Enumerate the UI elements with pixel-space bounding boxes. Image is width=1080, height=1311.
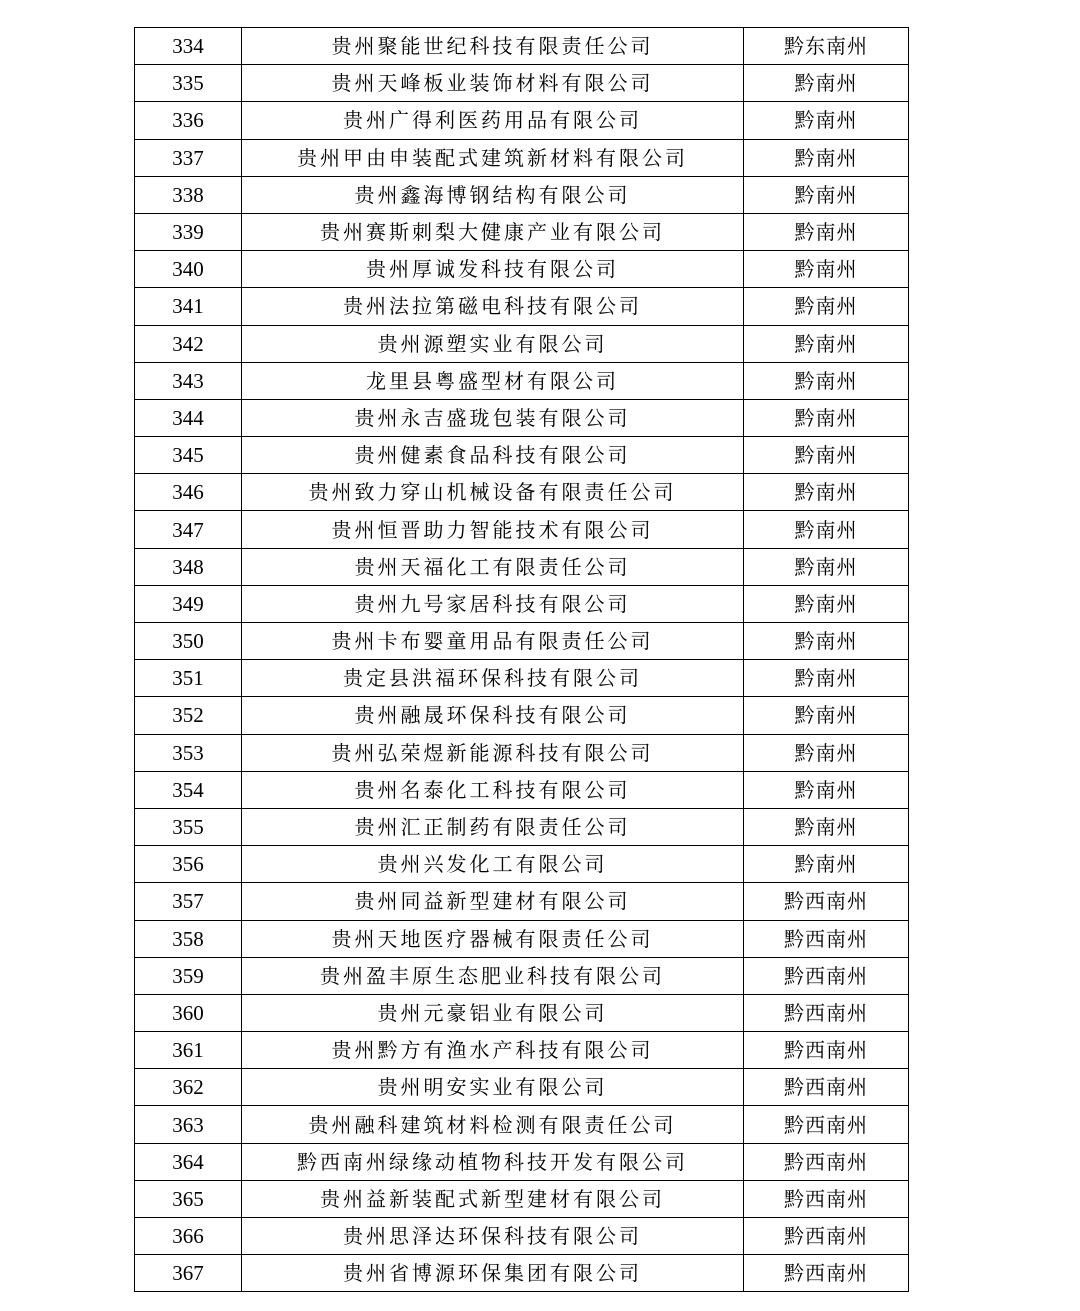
company-name-cell: 贵州鑫海博钢结构有限公司 [242, 176, 744, 213]
company-name-cell: 贵州名泰化工科技有限公司 [242, 771, 744, 808]
company-name-cell: 贵州天峰板业装饰材料有限公司 [242, 65, 744, 102]
row-number-cell: 347 [135, 511, 242, 548]
region-cell: 黔南州 [744, 511, 909, 548]
company-name-cell: 贵州卡布婴童用品有限责任公司 [242, 623, 744, 660]
company-name-cell: 贵州融晟环保科技有限公司 [242, 697, 744, 734]
region-cell: 黔南州 [744, 585, 909, 622]
company-name-cell: 贵州健素食品科技有限公司 [242, 437, 744, 474]
table-row [135, 883, 909, 920]
company-name-cell: 贵州永吉盛珑包装有限公司 [242, 399, 744, 436]
row-number-cell: 350 [135, 623, 242, 660]
row-number-cell: 355 [135, 808, 242, 845]
table-row [135, 548, 909, 585]
table-row [135, 994, 909, 1031]
table-row [135, 28, 909, 65]
region-cell: 黔西南州 [744, 920, 909, 957]
company-name-cell: 贵州融科建筑材料检测有限责任公司 [242, 1106, 744, 1143]
row-number-cell: 348 [135, 548, 242, 585]
table-row [135, 139, 909, 176]
region-cell: 黔西南州 [744, 1180, 909, 1217]
company-name-cell: 贵州广得利医药用品有限公司 [242, 102, 744, 139]
row-number-cell: 345 [135, 437, 242, 474]
table-row [135, 957, 909, 994]
company-name-cell: 贵定县洪福环保科技有限公司 [242, 660, 744, 697]
company-name-cell: 贵州致力穿山机械设备有限责任公司 [242, 474, 744, 511]
row-number-cell: 344 [135, 399, 242, 436]
table-row [135, 102, 909, 139]
region-cell: 黔南州 [744, 437, 909, 474]
row-number-cell: 363 [135, 1106, 242, 1143]
region-cell: 黔西南州 [744, 883, 909, 920]
region-cell: 黔西南州 [744, 1032, 909, 1069]
row-number-cell: 364 [135, 1143, 242, 1180]
region-cell: 黔南州 [744, 102, 909, 139]
table-row [135, 176, 909, 213]
table-row [135, 1106, 909, 1143]
company-name-cell: 贵州同益新型建材有限公司 [242, 883, 744, 920]
row-number-cell: 357 [135, 883, 242, 920]
table-row [135, 697, 909, 734]
row-number-cell: 340 [135, 251, 242, 288]
company-name-cell: 贵州赛斯刺梨大健康产业有限公司 [242, 213, 744, 250]
table-row [135, 325, 909, 362]
table-row [135, 474, 909, 511]
company-name-cell: 贵州恒晋助力智能技术有限公司 [242, 511, 744, 548]
table-row [135, 734, 909, 771]
company-list-table [134, 27, 909, 1292]
row-number-cell: 349 [135, 585, 242, 622]
region-cell: 黔南州 [744, 288, 909, 325]
row-number-cell: 360 [135, 994, 242, 1031]
row-number-cell: 336 [135, 102, 242, 139]
table-row [135, 808, 909, 845]
row-number-cell: 346 [135, 474, 242, 511]
region-cell: 黔南州 [744, 251, 909, 288]
company-name-cell: 黔西南州绿缘动植物科技开发有限公司 [242, 1143, 744, 1180]
region-cell: 黔南州 [744, 399, 909, 436]
row-number-cell: 353 [135, 734, 242, 771]
company-name-cell: 贵州兴发化工有限公司 [242, 846, 744, 883]
row-number-cell: 356 [135, 846, 242, 883]
company-name-cell: 贵州元豪铝业有限公司 [242, 994, 744, 1031]
row-number-cell: 362 [135, 1069, 242, 1106]
region-cell: 黔南州 [744, 623, 909, 660]
region-cell: 黔南州 [744, 176, 909, 213]
region-cell: 黔南州 [744, 548, 909, 585]
table-row [135, 213, 909, 250]
region-cell: 黔南州 [744, 65, 909, 102]
region-cell: 黔南州 [744, 734, 909, 771]
table-row [135, 1180, 909, 1217]
region-cell: 黔西南州 [744, 957, 909, 994]
row-number-cell: 338 [135, 176, 242, 213]
table-row [135, 437, 909, 474]
company-name-cell: 贵州天福化工有限责任公司 [242, 548, 744, 585]
region-cell: 黔南州 [744, 362, 909, 399]
table-row [135, 1218, 909, 1255]
company-name-cell: 贵州弘荣煜新能源科技有限公司 [242, 734, 744, 771]
table-row [135, 846, 909, 883]
table-row [135, 399, 909, 436]
region-cell: 黔南州 [744, 325, 909, 362]
company-name-cell: 龙里县粤盛型材有限公司 [242, 362, 744, 399]
company-name-cell: 贵州源塑实业有限公司 [242, 325, 744, 362]
company-name-cell: 贵州益新装配式新型建材有限公司 [242, 1180, 744, 1217]
row-number-cell: 358 [135, 920, 242, 957]
region-cell: 黔西南州 [744, 1069, 909, 1106]
row-number-cell: 367 [135, 1255, 242, 1292]
row-number-cell: 366 [135, 1218, 242, 1255]
region-cell: 黔南州 [744, 808, 909, 845]
company-name-cell: 贵州甲由申装配式建筑新材料有限公司 [242, 139, 744, 176]
region-cell: 黔南州 [744, 474, 909, 511]
table-row [135, 65, 909, 102]
table-row [135, 920, 909, 957]
region-cell: 黔南州 [744, 697, 909, 734]
company-name-cell: 贵州黔方有渔水产科技有限公司 [242, 1032, 744, 1069]
table-row [135, 1255, 909, 1292]
company-name-cell: 贵州明安实业有限公司 [242, 1069, 744, 1106]
company-name-cell: 贵州省博源环保集团有限公司 [242, 1255, 744, 1292]
row-number-cell: 342 [135, 325, 242, 362]
company-name-cell: 贵州法拉第磁电科技有限公司 [242, 288, 744, 325]
region-cell: 黔东南州 [744, 28, 909, 65]
row-number-cell: 359 [135, 957, 242, 994]
row-number-cell: 365 [135, 1180, 242, 1217]
region-cell: 黔西南州 [744, 994, 909, 1031]
row-number-cell: 339 [135, 213, 242, 250]
row-number-cell: 351 [135, 660, 242, 697]
table-row [135, 585, 909, 622]
table-row [135, 1069, 909, 1106]
row-number-cell: 343 [135, 362, 242, 399]
table-row [135, 362, 909, 399]
table-row [135, 771, 909, 808]
region-cell: 黔南州 [744, 846, 909, 883]
region-cell: 黔南州 [744, 660, 909, 697]
company-name-cell: 贵州盈丰原生态肥业科技有限公司 [242, 957, 744, 994]
table-row [135, 251, 909, 288]
region-cell: 黔西南州 [744, 1255, 909, 1292]
row-number-cell: 335 [135, 65, 242, 102]
company-name-cell: 贵州汇正制药有限责任公司 [242, 808, 744, 845]
company-name-cell: 贵州天地医疗器械有限责任公司 [242, 920, 744, 957]
region-cell: 黔西南州 [744, 1106, 909, 1143]
region-cell: 黔南州 [744, 771, 909, 808]
region-cell: 黔西南州 [744, 1218, 909, 1255]
company-name-cell: 贵州思泽达环保科技有限公司 [242, 1218, 744, 1255]
row-number-cell: 354 [135, 771, 242, 808]
region-cell: 黔南州 [744, 213, 909, 250]
region-cell: 黔南州 [744, 139, 909, 176]
table-row [135, 1032, 909, 1069]
row-number-cell: 361 [135, 1032, 242, 1069]
table-row [135, 288, 909, 325]
company-name-cell: 贵州聚能世纪科技有限责任公司 [242, 28, 744, 65]
row-number-cell: 337 [135, 139, 242, 176]
row-number-cell: 334 [135, 28, 242, 65]
row-number-cell: 341 [135, 288, 242, 325]
table-body [135, 28, 909, 1292]
company-name-cell: 贵州厚诚发科技有限公司 [242, 251, 744, 288]
row-number-cell: 352 [135, 697, 242, 734]
table-row [135, 660, 909, 697]
table-row [135, 511, 909, 548]
region-cell: 黔西南州 [744, 1143, 909, 1180]
company-name-cell: 贵州九号家居科技有限公司 [242, 585, 744, 622]
table-row [135, 1143, 909, 1180]
table-row [135, 623, 909, 660]
